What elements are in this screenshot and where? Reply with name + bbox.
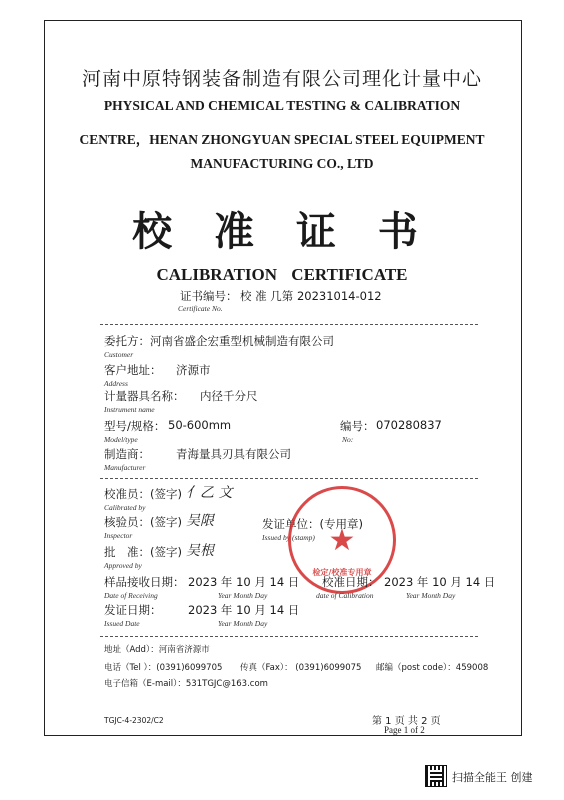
model-value: 50-600mm: [168, 418, 232, 432]
calibration-date-value: 2023 年 10 月 14 日: [384, 575, 496, 589]
issued-unit-sub: Issued by (stamp): [262, 533, 315, 542]
manufacturer-value: 青海量具刃具有限公司: [176, 447, 291, 461]
certificate-no-label: 证书编号：: [180, 289, 238, 303]
calibrated-by-sub: Calibrated by: [104, 503, 146, 512]
instrument-value: 内径千分尺: [200, 389, 258, 403]
issued-unit-label: 发证单位：(专用章): [262, 517, 363, 531]
customer-value: 河南省盛企宏重型机械制造有限公司: [150, 334, 334, 348]
inspector-sub: Inspector: [104, 531, 133, 540]
serial-sub: No:: [342, 435, 354, 444]
org-name-cn: 河南中原特钢装备制造有限公司理化计量中心: [81, 68, 482, 90]
divider: [100, 324, 478, 325]
page-number-cn: 第 1 页 共 2 页: [372, 716, 441, 727]
address-value: 济源市: [176, 363, 211, 377]
footer-address: 地址（Add）：河南省济源市: [104, 645, 210, 655]
model-sub: Model/type: [104, 435, 138, 444]
qr-code-icon: [426, 766, 446, 786]
calibrator-signature: 亻乙 文: [186, 485, 233, 501]
model-label: 型号/规格：: [104, 419, 166, 433]
manufacturer-sub: Manufacturer: [104, 463, 146, 472]
calibration-date-sub: date of Calibration: [316, 591, 374, 600]
page-number-en: Page 1 of 2: [384, 725, 425, 735]
certificate-title-cn: 校 准 证 书: [132, 209, 432, 255]
serial-label: 编号：: [340, 419, 375, 433]
serial-value: 070280837: [376, 418, 442, 432]
receive-date-sub: Date of Receiving: [104, 591, 158, 600]
customer-label: 委托方：: [104, 334, 150, 348]
footer-tel: 电话（Tel ）：(0391)6099705: [104, 663, 223, 673]
inspector-signature: 吴限: [186, 513, 214, 529]
divider: [100, 636, 478, 637]
org-name-en-line3: MANUFACTURING CO., LTD: [190, 156, 374, 171]
issue-ymd-sub: Year Month Day: [218, 619, 268, 628]
address-label: 客户地址：: [104, 363, 162, 377]
footer-email: 电子信箱（E-mail）：531TGJC@163.com: [104, 679, 268, 689]
calibration-date-label: 校准日期：: [322, 575, 380, 589]
org-name-en-line1: PHYSICAL AND CHEMICAL TESTING & CALIBRATION: [103, 98, 461, 113]
manufacturer-label: 制造商：: [104, 447, 150, 461]
footer-fax: 传真（Fax）： (0391)6099075: [240, 663, 362, 673]
org-name-en-line2: CENTRE，HENAN ZHONGYUAN SPECIAL STEEL EQUIPMENT: [79, 132, 485, 147]
receive-date-value: 2023 年 10 月 14 日: [188, 575, 300, 589]
customer-sub: Customer: [104, 350, 134, 359]
form-number: TGJC-4-2302/C2: [104, 716, 164, 725]
approver-signature: 吴根: [186, 543, 214, 559]
instrument-label: 计量器具名称：: [104, 389, 185, 403]
address-sub: Address: [104, 379, 128, 388]
approved-by-sub: Approved by: [104, 561, 142, 570]
divider: [100, 478, 478, 479]
stamp-star-icon: ★: [328, 523, 356, 558]
issue-date-label: 发证日期：: [104, 603, 162, 617]
calibrated-by-label: 校准员：(签字): [104, 487, 182, 501]
scanner-watermark: 扫描全能王 创建: [452, 771, 533, 784]
receive-ymd-sub: Year Month Day: [218, 591, 268, 600]
receive-date-label: 样品接收日期：: [104, 575, 185, 589]
issue-date-sub: Issued Date: [104, 619, 140, 628]
approved-by-label: 批 准：(签字): [104, 545, 182, 559]
stamp-text: 检定/校准专用章: [312, 568, 372, 577]
issue-date-value: 2023 年 10 月 14 日: [188, 603, 300, 617]
calibration-ymd-sub: Year Month Day: [406, 591, 456, 600]
footer-postcode: 邮编（post code）：459008: [376, 663, 489, 673]
instrument-sub: Instrument name: [104, 405, 155, 414]
inspector-label: 核验员：(签字): [104, 515, 182, 529]
certificate-no-sub: Certificate No.: [178, 304, 223, 313]
certificate-no-value: 校 准 几第 20231014-012: [240, 289, 382, 303]
certificate-title-en: CALIBRATION CERTIFICATE: [156, 265, 408, 284]
